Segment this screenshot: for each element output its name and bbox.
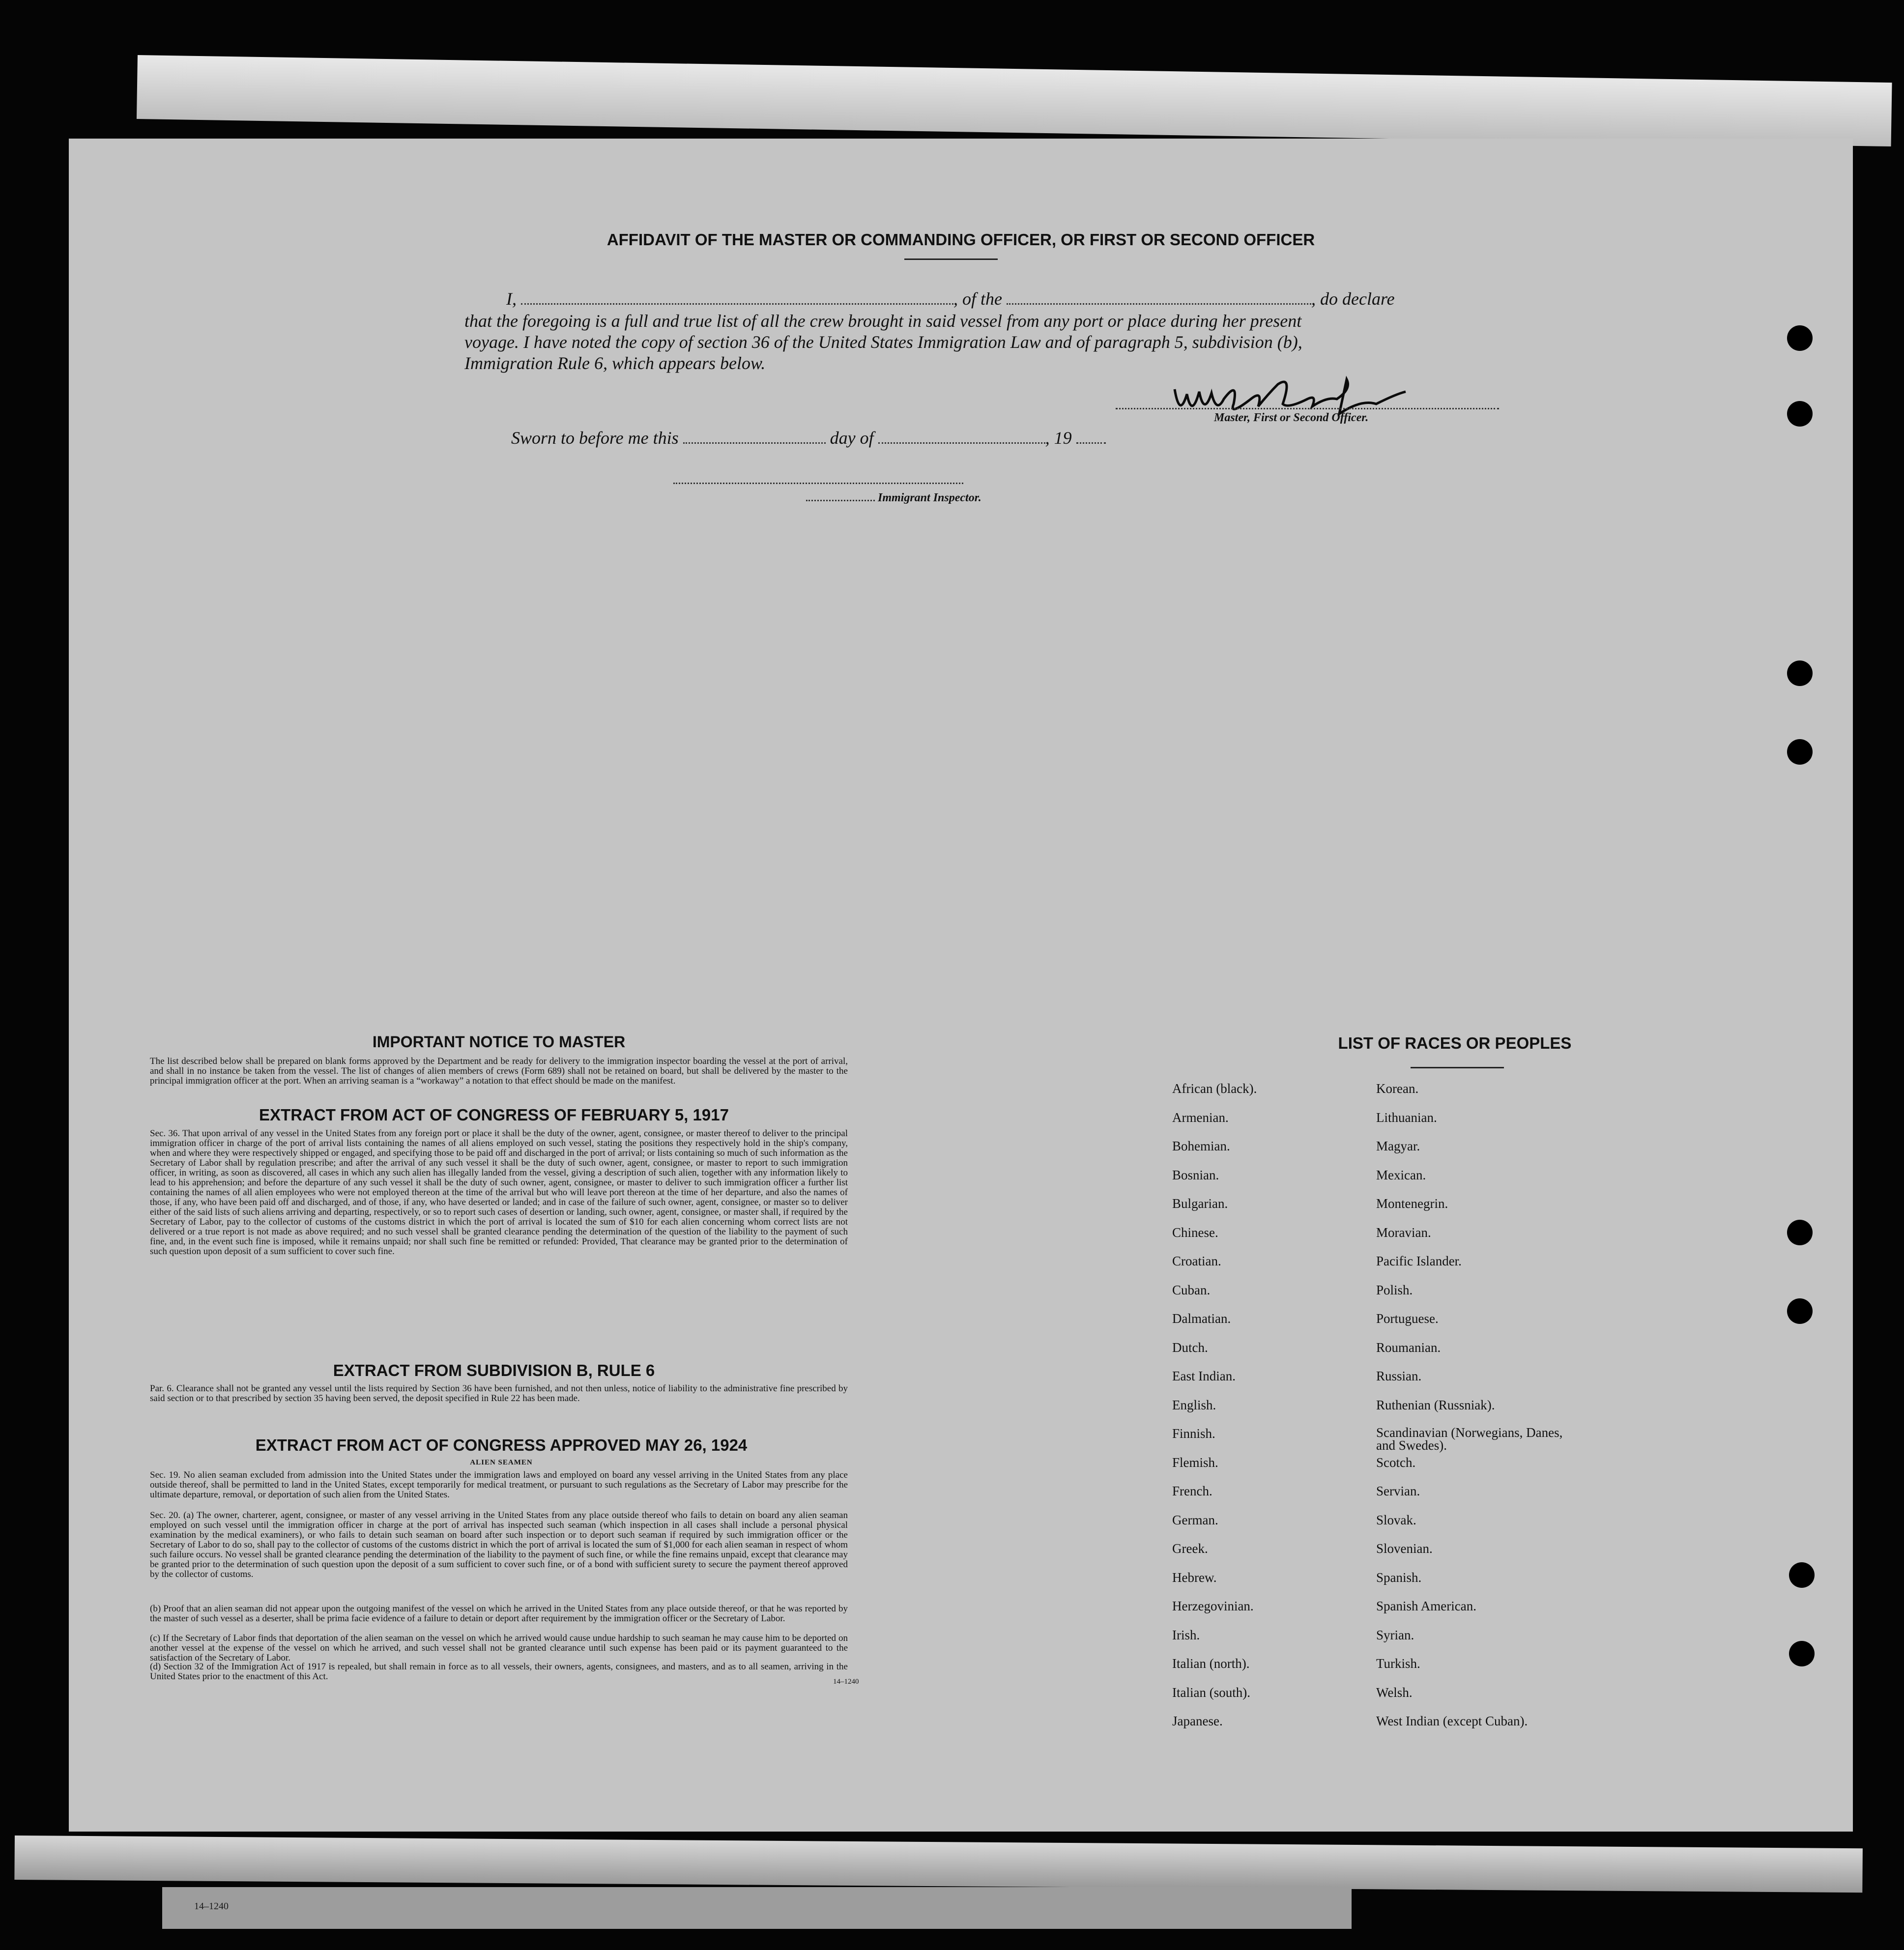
race-item: West Indian (except Cuban). [1376, 1714, 1528, 1728]
top-binding-strip [137, 55, 1892, 146]
race-item: Montenegrin. [1376, 1196, 1448, 1211]
punch-hole [1787, 401, 1813, 427]
extract3-sec19: Sec. 19. No alien seaman excluded from admission into the United States under the immigration laws and employed on board any vessel arriving in the United States from any place outside thereof, shall be permitted to land in the United States, except temporarily for medical treatment, or pursuant to such regulations as the Secretary of Labor may prescribe for the ultimate departure, removal, or deportation of such alien from the United States. [150, 1470, 848, 1500]
punch-hole [1789, 1562, 1815, 1588]
race-item: Russian. [1376, 1369, 1422, 1383]
punch-hole [1789, 1641, 1815, 1666]
races-title: LIST OF RACES OR PEOPLES [1338, 1034, 1572, 1052]
punch-hole [1787, 739, 1813, 765]
do-declare-label: , do declare [1311, 289, 1395, 309]
races-title-rule [1411, 1067, 1504, 1068]
race-item: African (black). [1172, 1081, 1257, 1096]
race-item: Spanish American. [1376, 1599, 1476, 1613]
of-the-label: , of the [953, 289, 1002, 309]
race-item: Bulgarian. [1172, 1196, 1228, 1211]
race-item: Magyar. [1376, 1139, 1420, 1153]
race-item: Mexican. [1376, 1167, 1426, 1182]
extract3-title: EXTRACT FROM ACT OF CONGRESS APPROVED MAY 26, 1924 [255, 1436, 748, 1454]
punch-hole [1787, 1220, 1813, 1245]
affidavit-line-3: voyage. I have noted the copy of section 36 of the United States Immigration Law and of paragraph 5, subdivision (b), [464, 332, 1302, 352]
race-item: Polish. [1376, 1282, 1413, 1297]
race-item: Moravian. [1376, 1225, 1431, 1240]
bottom-form-number: 14–1240 [194, 1901, 229, 1912]
race-item: Syrian. [1376, 1627, 1414, 1642]
race-item: Hebrew. [1172, 1570, 1217, 1585]
inspector-signature-line [673, 483, 963, 484]
extract2-text: Par. 6. Clearance shall not be granted any vessel until the lists required by Section 36 have been furnished, and not then unless, notice of liability to the administrative fine prescribed by said section or to that prescribed by section 35 having been served, the deposit specified in Rule 22 has been made. [150, 1383, 848, 1404]
race-item: East Indian. [1172, 1369, 1236, 1383]
extract3-sec20c: (c) If the Secretary of Labor finds that deportation of the alien seaman on the vessel on which he arrived would cause undue hardship to such seaman he may cause him to be deported on another vessel at the expense of the vessel on which he arrived, and such vessel shall not be granted clearance until such expense has been paid or its payment guaranteed to the satisfaction of the Secretary of Labor. [150, 1633, 848, 1663]
race-item: Turkish. [1376, 1656, 1420, 1671]
race-item: Slovak. [1376, 1512, 1416, 1527]
race-item: Roumanian. [1376, 1340, 1441, 1355]
race-item: Herzegovinian. [1172, 1599, 1254, 1613]
extract2-title: EXTRACT FROM SUBDIVISION B, RULE 6 [333, 1361, 655, 1379]
punch-hole [1787, 325, 1813, 351]
inspector-line [806, 491, 981, 505]
i-label: I, [506, 289, 517, 309]
notice-title: IMPORTANT NOTICE TO MASTER [372, 1033, 626, 1051]
race-item: Greek. [1172, 1541, 1208, 1556]
signature-role-label: Master, First or Second Officer. [1214, 411, 1369, 424]
day-of-label: day of [830, 428, 874, 448]
inspector-label: Immigrant Inspector. [878, 491, 981, 504]
race-item: Korean. [1376, 1081, 1419, 1096]
document-page [69, 139, 1853, 1832]
race-item: French. [1172, 1484, 1212, 1498]
race-item: Pacific Islander. [1376, 1254, 1462, 1268]
race-item: Servian. [1376, 1484, 1420, 1498]
race-item: Armenian. [1172, 1110, 1229, 1125]
race-item: Portuguese. [1376, 1311, 1439, 1326]
affidavit-line-4: Immigration Rule 6, which appears below. [464, 353, 766, 373]
punch-hole [1787, 660, 1813, 686]
race-item: Irish. [1172, 1627, 1200, 1642]
extract1-title: EXTRACT FROM ACT OF CONGRESS OF FEBRUARY 5, 1917 [259, 1106, 729, 1124]
notice-text: The list described below shall be prepared on blank forms approved by the Department and be ready for delivery to the immigration inspector boarding the vessel at the port of arrival, and shall in no instance be taken from the vessel. The list of changes of alien members of crews (Form 689) shall not be retained on board, but shall be delivered by the master to the principal immigration officer at the port. When an arriving seaman is a “workaway” a notation to that effect should be made on the manifest. [150, 1056, 848, 1086]
affidavit-title-rule [904, 258, 998, 260]
race-item: Croatian. [1172, 1254, 1221, 1268]
affidavit-line-2: that the foregoing is a full and true list of all the crew brought in said vessel from any port or place during her present [464, 311, 1302, 331]
affidavit-line-1 [506, 288, 1395, 309]
race-item: Bohemian. [1172, 1139, 1230, 1153]
race-item: Ruthenian (Russniak). [1376, 1397, 1495, 1412]
race-item: Scotch. [1376, 1455, 1416, 1470]
extract3-sec20a: Sec. 20. (a) The owner, charterer, agent, consignee, or master of any vessel arriving in the United States from any place outside thereof who fails to detain on board any alien seaman employed on such vessel until the immigration officer in charge at the port of arrival has inspected such seaman (which inspection in all cases shall include a personal physical examination by the medical examiners), or who fails to detain such seaman on board after such inspection or to deport such seaman if required by such immigration officer or the Secretary of Labor to do so, shall pay to the collector of customs of the customs district in which the port of arrival is located the sum of $1,000 for each alien seaman in respect of whom such failure occurs. No vessel shall be granted clearance pending the determination of the liability to the payment of such fine, or while the fine remains unpaid, except that clearance may be granted prior to the determination of such question upon the deposit of a sum sufficient to cover such fine, or of a bond with sufficient surety to secure the payment thereof approved by the collector of customs. [150, 1510, 848, 1579]
bottom-underlying-page [162, 1887, 1352, 1929]
year-prefix-label: , 19 [1045, 428, 1072, 448]
race-item: Bosnian. [1172, 1167, 1219, 1182]
race-item: Slovenian. [1376, 1541, 1433, 1556]
sworn-line [511, 428, 1106, 448]
race-item: Dutch. [1172, 1340, 1208, 1355]
sworn-day-blank [683, 442, 826, 444]
race-item: German. [1172, 1512, 1218, 1527]
sworn-month-blank [878, 442, 1045, 444]
extract3-form-number: 14–1240 [833, 1678, 859, 1686]
race-item: Italian (north). [1172, 1656, 1250, 1671]
race-item: Chinese. [1172, 1225, 1218, 1240]
vessel-blank [1007, 303, 1311, 305]
race-item: Finnish. [1172, 1426, 1215, 1441]
race-item: Flemish. [1172, 1455, 1218, 1470]
race-item: Cuban. [1172, 1282, 1211, 1297]
races-column-2 [1376, 1081, 1651, 1743]
races-column-1 [1172, 1081, 1359, 1743]
race-item: Scandinavian (Norwegians, Danes, and Swedes). [1376, 1425, 1563, 1453]
signature-line [1116, 408, 1499, 409]
inspector-blank [806, 499, 875, 501]
name-blank [521, 303, 953, 305]
race-item: Japanese. [1172, 1714, 1223, 1728]
race-item: English. [1172, 1397, 1216, 1412]
extract3-subtitle: ALIEN SEAMEN [470, 1459, 533, 1466]
affidavit-title: AFFIDAVIT OF THE MASTER OR COMMANDING OFFICER, OR FIRST OR SECOND OFFICER [606, 230, 1315, 249]
race-item: Welsh. [1376, 1685, 1413, 1700]
bottom-page-edge-strip [14, 1835, 1863, 1893]
race-item: Dalmatian. [1172, 1311, 1231, 1326]
race-item: Italian (south). [1172, 1685, 1250, 1700]
extract3-sec20d: (d) Section 32 of the Immigration Act of 1917 is repealed, but shall remain in force as to all vessels, their owners, agents, consignees, and masters, and as to all seamen, arriving in the United States prior to the enactment of this Act. [150, 1662, 848, 1682]
sworn-year-blank [1076, 442, 1106, 444]
extract1-text: Sec. 36. That upon arrival of any vessel in the United States from any foreign port or place it shall be the duty of the owner, agent, consignee, or master thereof to deliver to the principal immigration officer in charge of the port of arrival lists containing the names of all aliens employed on such vessel, stating the positions they respectively hold in the ship's company, when and where they were respectively shipped or engaged, and specifying those to be paid off and discharged in the port of arrival; or lists containing so much of such information as the Secretary of Labor shall by regulation prescribe; and after the arrival of any such vessel it shall be the duty of such owner, agent, consignee, or master to report to such immigration officer, in writing, as soon as discovered, all cases in which any such alien has illegally landed from the vessel, giving a description of such alien, together with any information likely to lead to his apprehension; and before the departure of any such vessel it shall be the duty of such owner, agent, consignee, or master to deliver to such immigration officer a further list containing the names of all alien employees who were not employed thereon at the time of the arrival but who will leave port thereon at the time of her departure, and also the names of those, if any, who have been paid off and discharged, and of those, if any, who have deserted or landed; and in case of the failure of such owner, agent, consignee, or master so to deliver either of the said lists of such aliens arriving and departing, respectively, or so to report such cases of desertion or landing, such owner, agent, consignee, or master shall, if required by the Secretary of Labor, pay to the collector of customs of the customs district in which the port of arrival is located the sum of $10 for each alien concerning whom correct lists are not delivered or a true report is not made as above required; and no such vessel shall be granted clearance pending the determination of the question of the liability to the payment of such fine, and, in the event such fine is imposed, while it remains unpaid; nor shall such fine be remitted or refunded: Provided, That clearance may be granted prior to the determination of such question upon deposit of a sum sufficient to cover such fine. [150, 1128, 848, 1257]
extract3-sec20b: (b) Proof that an alien seaman did not appear upon the outgoing manifest of the vessel on which he arrived in the United States from any place outside thereof, or that he was reported by the master of such vessel as a deserter, shall be prima facie evidence of a failure to detain or deport after requirement by the immigration officer or the Secretary of Labor. [150, 1604, 848, 1624]
race-item: Spanish. [1376, 1570, 1422, 1585]
race-item: Lithuanian. [1376, 1110, 1437, 1125]
punch-hole [1787, 1298, 1813, 1324]
sworn-prefix: Sworn to before me this [511, 428, 679, 448]
